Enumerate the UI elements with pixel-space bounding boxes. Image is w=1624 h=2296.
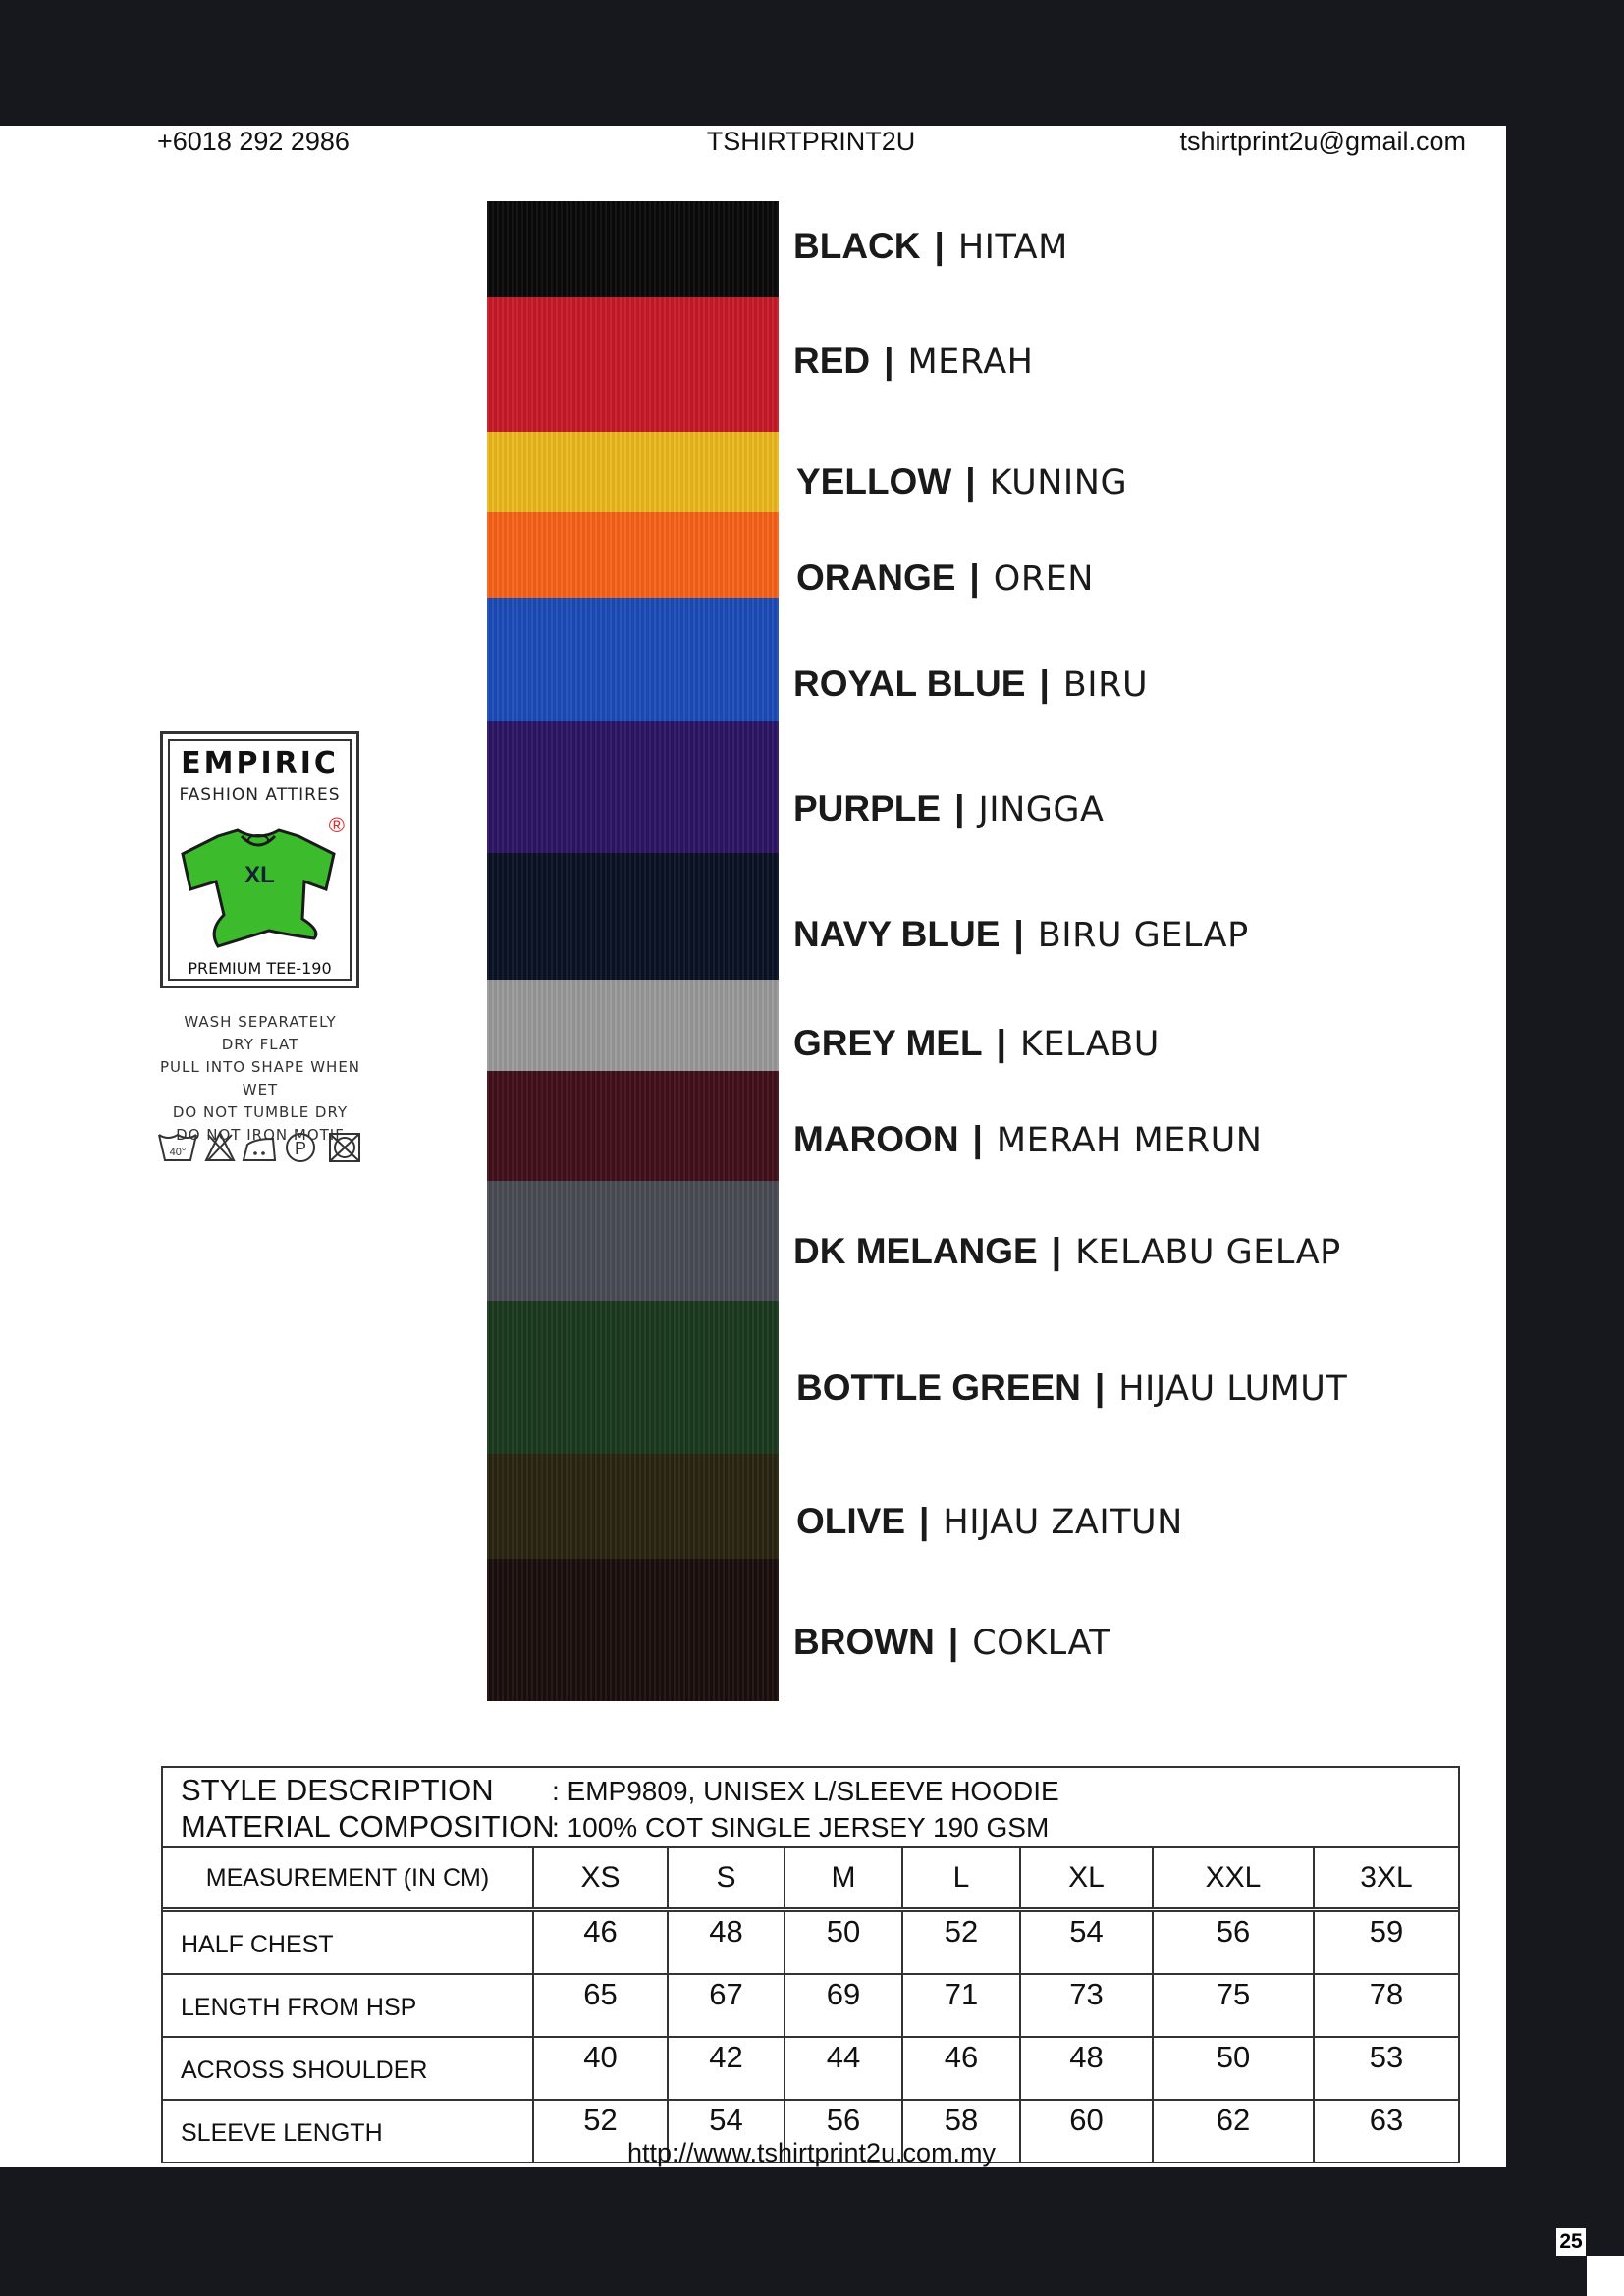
color-name-en: PURPLE: [793, 788, 942, 828]
separator: |: [1013, 914, 1024, 954]
care-instructions: [147, 1011, 373, 1147]
measurement-value: 40: [533, 2037, 668, 2100]
no-tumble-dry-icon: [330, 1134, 359, 1161]
measurement-value: 48: [668, 1910, 785, 1975]
brand-name: TSHIRTPRINT2U: [706, 127, 916, 156]
color-name-en: ORANGE: [796, 558, 956, 598]
swatch-olive: [487, 1454, 779, 1559]
size-header-row: [163, 1848, 1458, 1910]
color-label-black: [793, 226, 1068, 267]
swatch-brown: [487, 1559, 779, 1701]
size-header: 3XL: [1314, 1848, 1458, 1910]
color-name-my: KUNING: [989, 463, 1128, 503]
color-name-my: MERAH: [907, 343, 1034, 382]
swatch-orange: [487, 512, 779, 598]
color-label-brown: [793, 1622, 1110, 1663]
measurement-value: 48: [1020, 2037, 1153, 2100]
logo-size: XL: [244, 862, 275, 888]
separator: |: [996, 1023, 1006, 1063]
swatch-navy-blue: [487, 853, 779, 980]
size-header: XL: [1020, 1848, 1153, 1910]
separator: |: [969, 558, 980, 598]
swatch-yellow: [487, 432, 779, 512]
measurement-value: 75: [1153, 1974, 1314, 2037]
color-name-my: HITAM: [957, 228, 1068, 267]
color-name-my: KELABU GELAP: [1075, 1233, 1341, 1272]
measurement-value: 52: [533, 2100, 668, 2162]
measurement-header: MEASUREMENT (IN CM): [163, 1848, 533, 1910]
separator: |: [954, 788, 965, 828]
measurement-value: 59: [1314, 1910, 1458, 1975]
color-name-my: HIJAU ZAITUN: [943, 1503, 1183, 1542]
separator: |: [947, 1622, 959, 1662]
color-label-navy-blue: [793, 914, 1249, 955]
measurement-value: 52: [902, 1910, 1020, 1975]
logo-subtitle: FASHION ATTIRES: [179, 785, 341, 805]
color-label-orange: [796, 558, 1094, 599]
swatch-red: [487, 297, 779, 432]
tshirt-icon: [179, 828, 338, 951]
color-swatch-strip: [487, 201, 779, 1701]
color-name-en: GREY MEL: [793, 1023, 983, 1063]
style-description-row: [181, 1773, 1059, 1808]
measurement-value: 73: [1020, 1974, 1153, 2037]
color-label-bottle-green: [796, 1367, 1347, 1409]
measurement-value: 46: [533, 1910, 668, 1975]
size-header: S: [668, 1848, 785, 1910]
material-composition-row: [181, 1809, 1049, 1844]
page-number: 25: [1556, 2228, 1586, 2256]
care-line: DO NOT IRON MOTIF: [176, 1126, 345, 1144]
spec-table: [161, 1766, 1460, 2163]
swatch-grey-mel: [487, 980, 779, 1071]
color-name-my: OREN: [993, 560, 1094, 599]
color-name-en: NAVY BLUE: [793, 914, 1001, 954]
table-row: [163, 1910, 1458, 1975]
care-line: DO NOT TUMBLE DRY: [172, 1103, 349, 1121]
phone-number: +6018 292 2986: [157, 127, 350, 156]
wash-40-icon: [159, 1135, 196, 1160]
measurement-value: 58: [902, 2100, 1020, 2162]
color-name-en: DK MELANGE: [793, 1231, 1038, 1271]
measurement-value: 60: [1020, 2100, 1153, 2162]
material-composition-label: MATERIAL COMPOSITION: [181, 1809, 555, 1843]
size-header: M: [785, 1848, 902, 1910]
registered-mark: ®: [328, 813, 345, 837]
color-label-red: [793, 341, 1033, 382]
color-label-yellow: [796, 461, 1127, 503]
color-label-royal-blue: [793, 664, 1148, 705]
separator: |: [972, 1119, 983, 1159]
empiric-logo: [160, 731, 359, 988]
color-label-grey-mel: [793, 1023, 1160, 1064]
email-address: tshirtprint2u@gmail.com: [1179, 127, 1466, 156]
measurement-value: 54: [1020, 1910, 1153, 1975]
separator: |: [884, 341, 894, 381]
measurement-value: 69: [785, 1974, 902, 2037]
material-composition-value: : 100% COT SINGLE JERSEY 190 GSM: [552, 1812, 1050, 1842]
color-name-my: BIRU: [1062, 666, 1149, 705]
separator: |: [965, 461, 976, 502]
logo-title: EMPIRIC: [181, 746, 339, 780]
size-header: XXL: [1153, 1848, 1314, 1910]
measurement-value: 50: [1153, 2037, 1314, 2100]
swatch-black: [487, 201, 779, 297]
measurement-value: 46: [902, 2037, 1020, 2100]
separator: |: [1051, 1231, 1062, 1271]
color-label-olive: [796, 1501, 1183, 1542]
separator: |: [1094, 1367, 1106, 1408]
color-name-my: JINGGA: [978, 790, 1105, 829]
separator: |: [934, 226, 945, 266]
color-name-my: MERAH MERUN: [996, 1121, 1263, 1160]
color-name-en: RED: [793, 341, 871, 381]
row-label: LENGTH FROM HSP: [163, 1974, 533, 2037]
measurement-value: 56: [1153, 1910, 1314, 1975]
measurement-table: [163, 1848, 1458, 2162]
swatch-royal-blue: [487, 598, 779, 721]
iron-icon: [244, 1139, 275, 1160]
color-name-en: BROWN: [793, 1622, 935, 1662]
style-description-label: STYLE DESCRIPTION: [181, 1773, 494, 1807]
measurement-value: 71: [902, 1974, 1020, 2037]
color-name-en: BOTTLE GREEN: [796, 1367, 1081, 1408]
color-name-my: BIRU GELAP: [1037, 916, 1249, 955]
measurement-value: 50: [785, 1910, 902, 1975]
separator: |: [919, 1501, 930, 1541]
color-label-dk-melange: [793, 1231, 1341, 1272]
color-name-en: BLACK: [793, 226, 921, 266]
care-line: DRY FLAT: [221, 1036, 299, 1053]
measurement-value: 42: [668, 2037, 785, 2100]
swatch-bottle-green: [487, 1301, 779, 1454]
measurement-value: 67: [668, 1974, 785, 2037]
color-label-maroon: [793, 1119, 1262, 1160]
dry-clean-p-icon: [287, 1134, 314, 1161]
color-name-en: OLIVE: [796, 1501, 906, 1541]
svg-text:40°: 40°: [169, 1147, 187, 1158]
color-name-en: MAROON: [793, 1119, 959, 1159]
row-label: SLEEVE LENGTH: [163, 2100, 533, 2162]
page-corner-marker: [1587, 2256, 1624, 2296]
table-row: [163, 2037, 1458, 2100]
row-label: HALF CHEST: [163, 1910, 533, 1975]
style-description-value: : EMP9809, UNISEX L/SLEEVE HOODIE: [552, 1776, 1059, 1806]
measurement-value: 62: [1153, 2100, 1314, 2162]
color-name-my: HIJAU LUMUT: [1118, 1369, 1348, 1409]
size-header: L: [902, 1848, 1020, 1910]
logo-footer: PREMIUM TEE-190: [188, 959, 332, 978]
measurement-value: 65: [533, 1974, 668, 2037]
website-url[interactable]: http://www.tshirtprint2u.com.my: [626, 2138, 997, 2167]
care-symbols: [157, 1129, 365, 1164]
swatch-dk-melange: [487, 1181, 779, 1301]
svg-text:P: P: [294, 1139, 307, 1158]
color-name-my: COKLAT: [972, 1624, 1111, 1663]
no-bleach-icon: [206, 1133, 234, 1160]
swatch-purple: [487, 721, 779, 853]
separator: |: [1039, 664, 1050, 704]
measurement-value: 53: [1314, 2037, 1458, 2100]
care-line: PULL INTO SHAPE WHEN WET: [159, 1058, 361, 1098]
measurement-value: 54: [668, 2100, 785, 2162]
measurement-value: 78: [1314, 1974, 1458, 2037]
measurement-value: 63: [1369, 2103, 1404, 2137]
color-name-en: ROYAL BLUE: [793, 664, 1026, 704]
color-name-my: KELABU: [1019, 1025, 1160, 1064]
color-label-purple: [793, 788, 1104, 829]
color-name-en: YELLOW: [796, 461, 952, 502]
size-header: XS: [533, 1848, 668, 1910]
row-label: ACROSS SHOULDER: [163, 2037, 533, 2100]
table-row: [163, 1974, 1458, 2037]
measurement-value: 56: [785, 2100, 902, 2162]
care-line: WASH SEPARATELY: [184, 1013, 337, 1031]
spec-header: [163, 1768, 1458, 1848]
swatch-maroon: [487, 1071, 779, 1181]
measurement-value: 44: [785, 2037, 902, 2100]
